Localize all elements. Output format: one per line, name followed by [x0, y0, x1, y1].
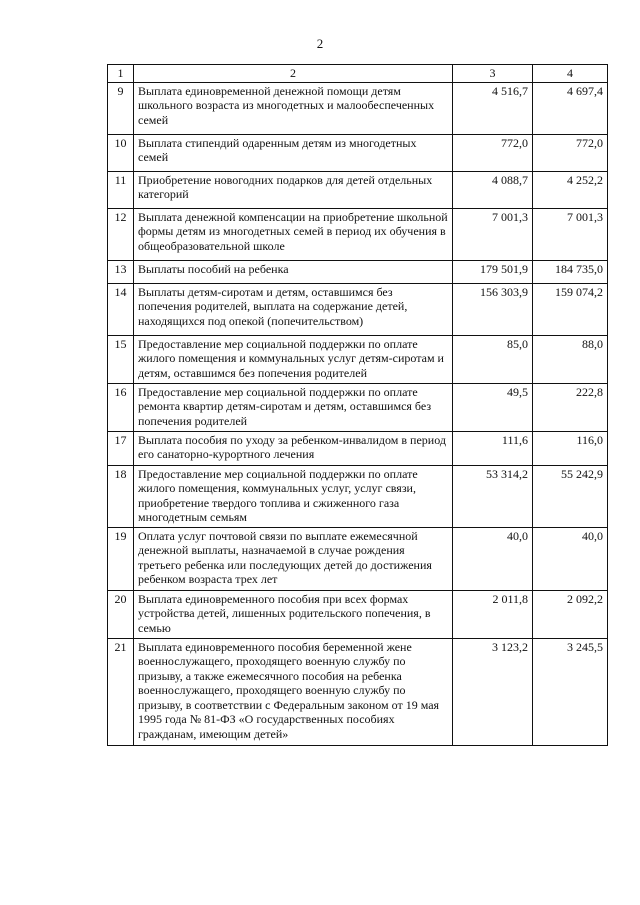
table-row	[108, 590, 608, 638]
column-header-4: 4	[533, 65, 608, 83]
row-value-col4: 7 001,3	[533, 208, 608, 260]
row-description: Выплата денежной компенсации на приобретение школьной формы детям из многодетных семей в период их обучения в общеобразовательной школе	[134, 208, 453, 260]
row-value-col4: 184 735,0	[533, 260, 608, 283]
table-row	[108, 208, 608, 260]
row-value-col4: 116,0	[533, 431, 608, 465]
row-value-col3: 49,5	[453, 383, 533, 431]
row-description: Приобретение новогодних подарков для детей отдельных категорий	[134, 171, 453, 208]
row-value-col3: 85,0	[453, 335, 533, 383]
row-number: 11	[108, 171, 134, 208]
row-number: 17	[108, 431, 134, 465]
row-value-col4: 4 697,4	[533, 82, 608, 134]
table-row	[108, 383, 608, 431]
table-row	[108, 527, 608, 590]
row-number: 19	[108, 527, 134, 590]
row-description: Оплата услуг почтовой связи по выплате ежемесячной денежной выплаты, назначаемой в случае рождения третьего ребенка или последующих детей до достижения ребенком возраста трех лет	[134, 527, 453, 590]
table-row	[108, 638, 608, 745]
row-value-col3: 4 516,7	[453, 82, 533, 134]
row-number: 16	[108, 383, 134, 431]
table-row	[108, 335, 608, 383]
row-number: 20	[108, 590, 134, 638]
row-value-col4: 2 092,2	[533, 590, 608, 638]
table-body	[108, 65, 608, 746]
row-number: 10	[108, 134, 134, 171]
table-row	[108, 134, 608, 171]
row-number: 12	[108, 208, 134, 260]
row-value-col4: 772,0	[533, 134, 608, 171]
row-description: Выплата единовременного пособия беременной жене военнослужащего, проходящего военную службу по призыву, а также ежемесячного пособия на ребенка военнослужащего, проходящего военную службу по призыву, в соответствии с Федеральным законом от 19 мая 1995 года № 81-ФЗ «О государственных пособиях гражданам, имеющим детей»	[134, 638, 453, 745]
table-row	[108, 260, 608, 283]
table-header-row	[108, 65, 608, 83]
row-value-col3: 53 314,2	[453, 465, 533, 527]
row-description: Выплаты детям-сиротам и детям, оставшимся без попечения родителей, выплата на содержание детей, находящихся под опекой (попечительством)	[134, 283, 453, 335]
budget-table	[107, 64, 608, 746]
row-number: 9	[108, 82, 134, 134]
row-description: Выплата единовременной денежной помощи детям школьного возраста из многодетных и малообеспеченных семей	[134, 82, 453, 134]
page-number: 2	[316, 36, 324, 51]
row-value-col3: 111,6	[453, 431, 533, 465]
row-number: 13	[108, 260, 134, 283]
row-description: Выплата единовременного пособия при всех формах устройства детей, лишенных родительского попечения, в семью	[134, 590, 453, 638]
row-value-col3: 772,0	[453, 134, 533, 171]
table-row	[108, 465, 608, 527]
row-value-col3: 4 088,7	[453, 171, 533, 208]
row-description: Предоставление мер социальной поддержки по оплате ремонта квартир детям-сиротам и детям, оставшимся без попечения родителей	[134, 383, 453, 431]
column-header-3: 3	[453, 65, 533, 83]
table-row	[108, 82, 608, 134]
row-value-col4: 40,0	[533, 527, 608, 590]
table-row	[108, 283, 608, 335]
row-description: Предоставление мер социальной поддержки по оплате жилого помещения, коммунальных услуг, услуг связи, приобретение твердого топлива и сжиженного газа многодетным семьям	[134, 465, 453, 527]
row-number: 18	[108, 465, 134, 527]
row-value-col4: 159 074,2	[533, 283, 608, 335]
row-number: 21	[108, 638, 134, 745]
row-value-col3: 156 303,9	[453, 283, 533, 335]
row-value-col3: 3 123,2	[453, 638, 533, 745]
table-row	[108, 431, 608, 465]
row-value-col3: 40,0	[453, 527, 533, 590]
row-value-col4: 4 252,2	[533, 171, 608, 208]
row-number: 14	[108, 283, 134, 335]
row-value-col4: 3 245,5	[533, 638, 608, 745]
row-description: Предоставление мер социальной поддержки по оплате жилого помещения и коммунальных услуг детям-сиротам и детям, оставшимся без попечения родителей	[134, 335, 453, 383]
table-row	[108, 171, 608, 208]
row-value-col4: 88,0	[533, 335, 608, 383]
row-value-col3: 7 001,3	[453, 208, 533, 260]
column-header-1: 1	[108, 65, 134, 83]
column-header-2: 2	[134, 65, 453, 83]
row-value-col3: 2 011,8	[453, 590, 533, 638]
row-value-col3: 179 501,9	[453, 260, 533, 283]
row-number: 15	[108, 335, 134, 383]
row-value-col4: 55 242,9	[533, 465, 608, 527]
row-description: Выплата стипендий одаренным детям из многодетных семей	[134, 134, 453, 171]
row-value-col4: 222,8	[533, 383, 608, 431]
row-description: Выплата пособия по уходу за ребенком-инвалидом в период его санаторно-курортного лечения	[134, 431, 453, 465]
row-description: Выплаты пособий на ребенка	[134, 260, 453, 283]
